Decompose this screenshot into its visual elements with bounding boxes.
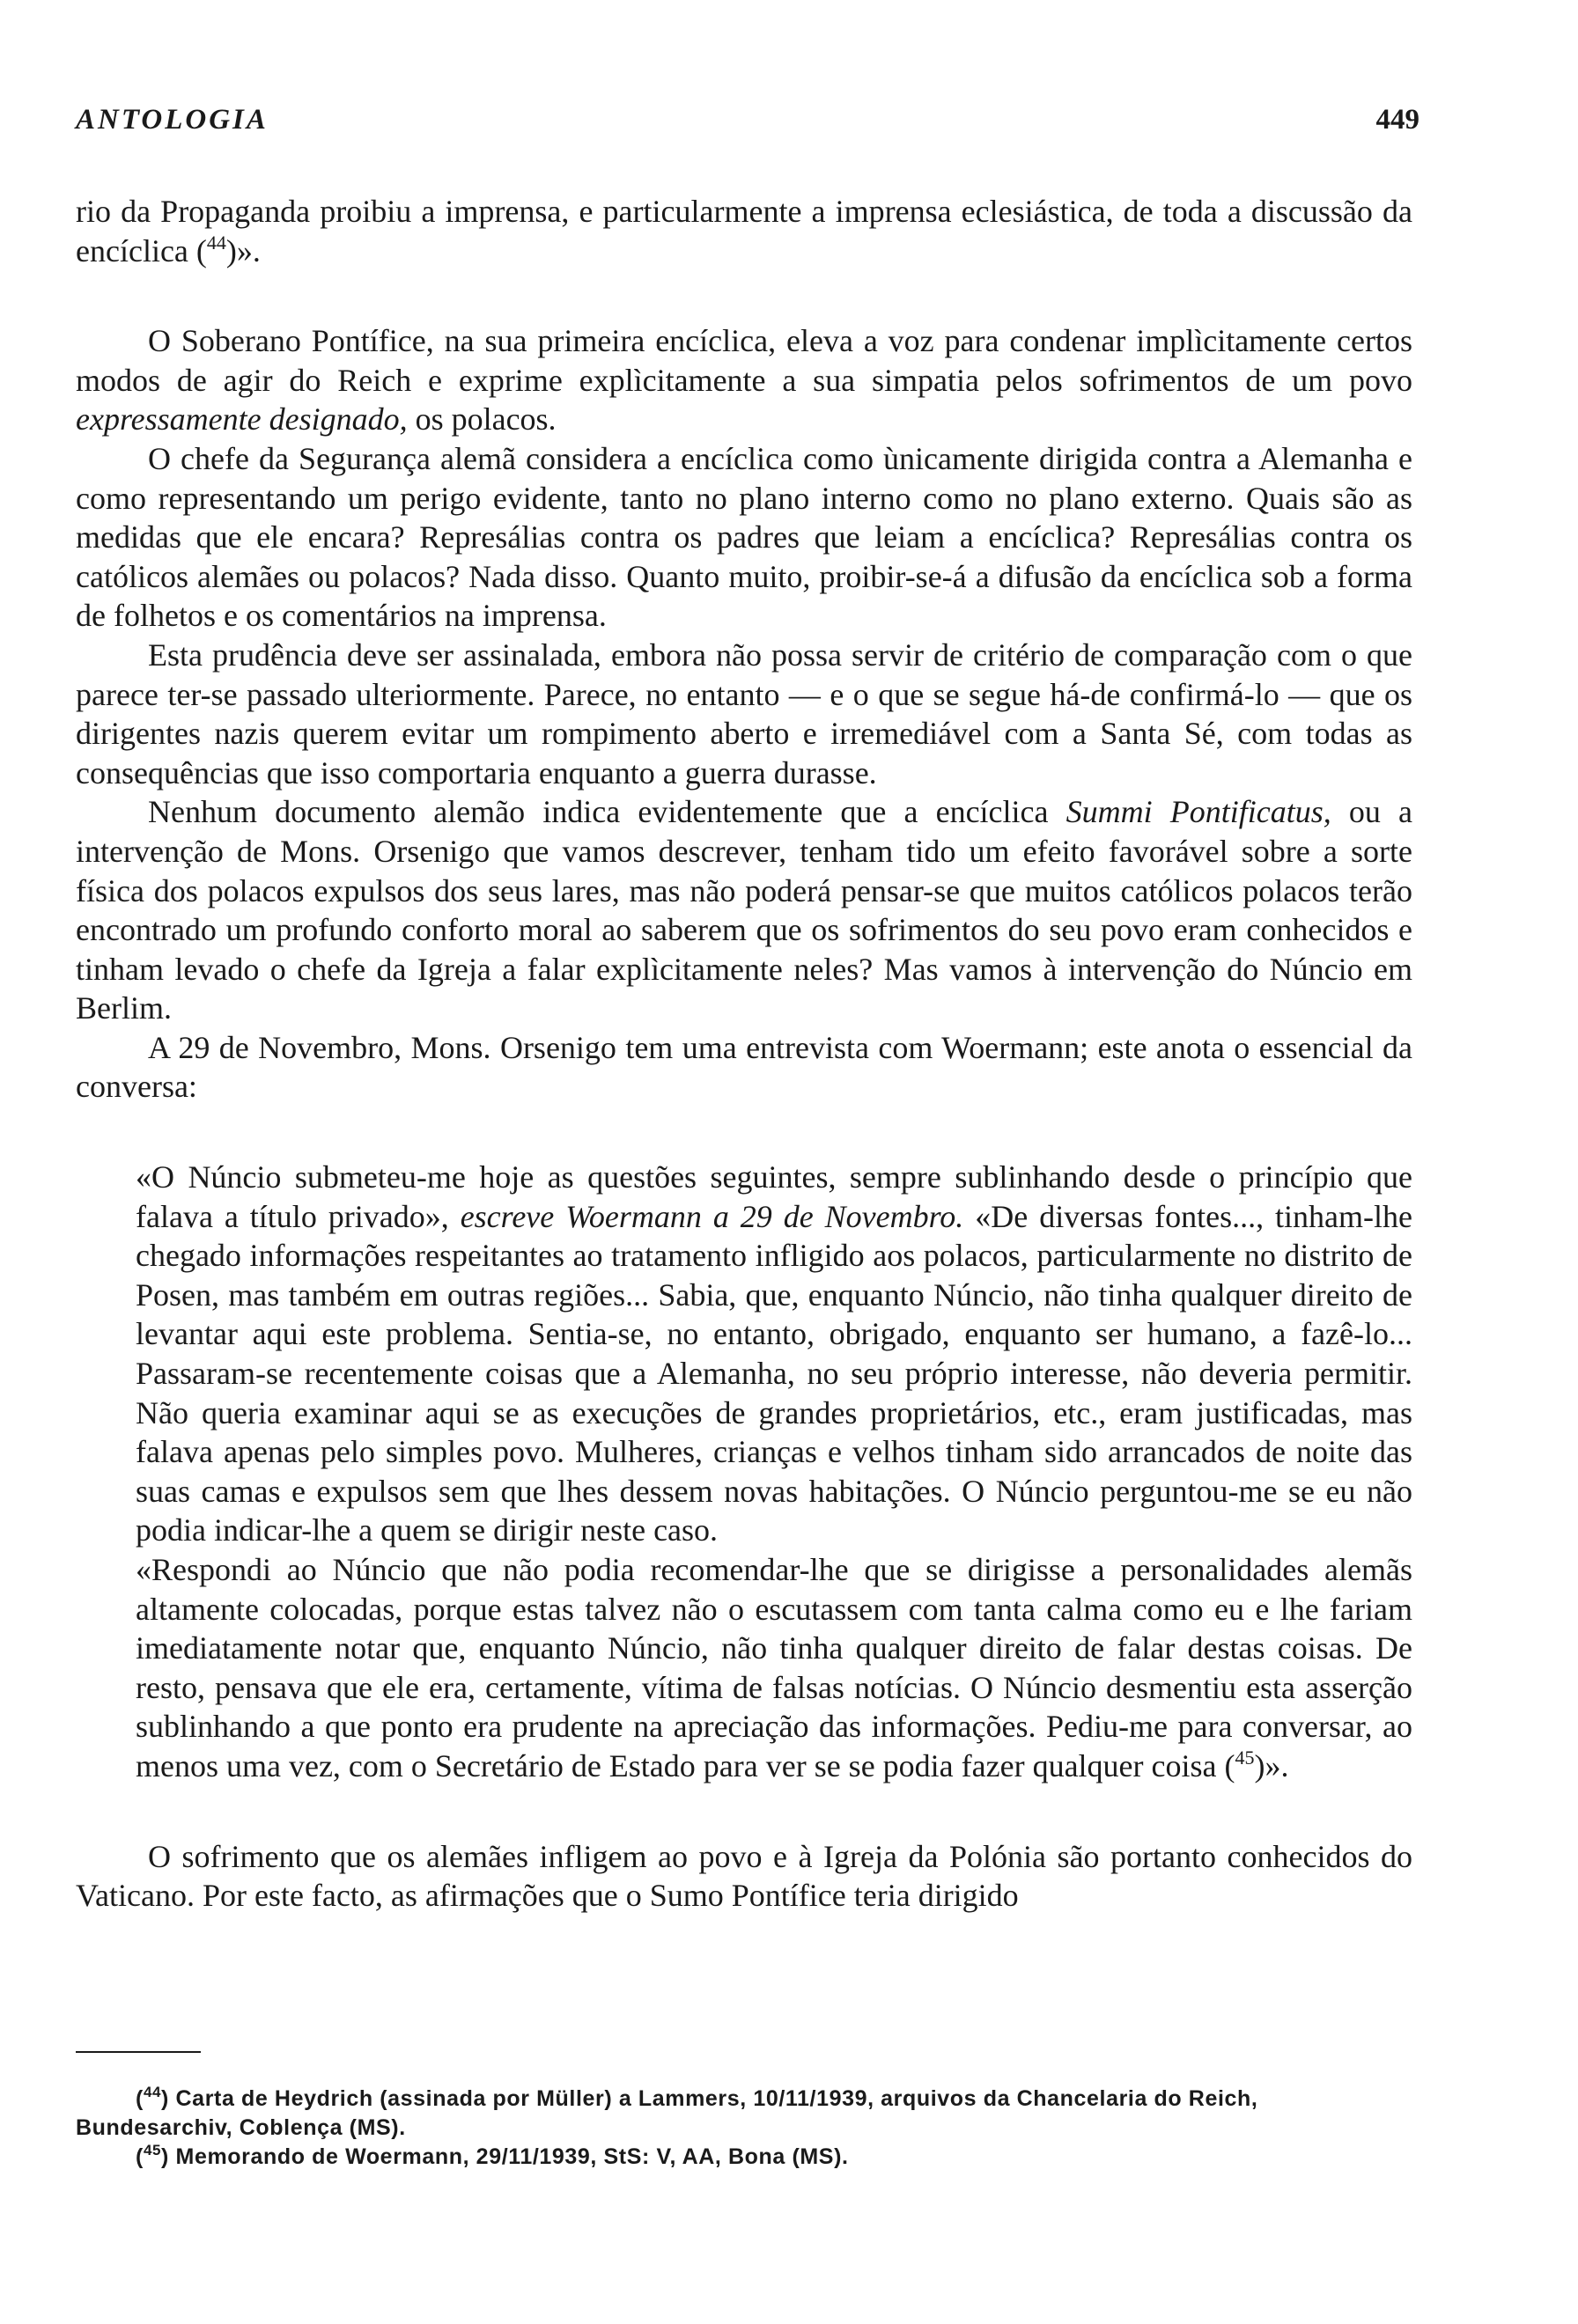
footnote-ref-45: 45	[1235, 1746, 1255, 1769]
paragraph: Nenhum documento alemão indica evidentemente que a encíclica Summi Pontificatus, ou a intervenção de Mons. Orsenigo que vamos descrever, tenham tido um efeito favorável sobre a sorte física dos polacos expulsos dos seus lares, mas não poderá pensar-se que muitos católicos polacos terão encontrado um profundo conforto moral ao saberem que os sofrimentos do seu povo eram conhecidos e tinham levado o chefe da Igreja a falar explìcitamente neles? Mas vamos à intervenção do Núncio em Berlim.	[76, 794, 1412, 1026]
footnote-divider	[76, 2051, 201, 2053]
quote-paragraph: «Respondi ao Núncio que não podia recomendar-lhe que se dirigisse a personalidades alemãs altamente colocadas, porque estas talvez não o escutassem com tanta calma como eu e lhe fariam imediatamente notar que, enquanto Núncio, não tinha qualquer direito de falar destas coisas. De resto, pensava que ele era, certamente, vítima de falsas notícias. O Núncio desmentiu esta asserção sublinhando a que ponto era prudente na apreciação das informações. Pediu-me para conversar, ao menos uma vez, com o Secretário de Estado para ver se se podia fazer qualquer coisa ($^{45}$)».	[136, 1552, 1412, 1783]
page-header	[76, 104, 1419, 136]
footnote: ($^{44}$) Carta de Heydrich (assinada por Müller) a Lammers, 10/11/1939, arquivos da Chancelaria do Reich, Bundesarchiv, Coblença (MS).	[76, 2084, 1258, 2140]
footnote-number: 45	[143, 2142, 162, 2159]
footnote-number: 44	[143, 2084, 162, 2100]
paragraph: O chefe da Segurança alemã considera a encíclica como ùnicamente dirigida contra a Alemanha e como representando um perigo evidente, tanto no plano interno como no plano externo. Quais são as medidas que ele encara? Represálias contra os padres que leiam a encíclica? Represálias contra os católicos alemães ou polacos? Nada disso. Quanto muito, proibir-se-á a difusão da encíclica sob a forma de folhetos e os comentários na imprensa.	[76, 440, 1412, 634]
running-title: ANTOLOGIA	[76, 104, 269, 136]
quote-paragraph: «O Núncio submeteu-me hoje as questões seguintes, sempre sublinhando desde o princípio que falava a título privado», escreve Woermann a 29 de Novembro. «De diversas fontes..., tinham-lhe chegado informações respeitantes ao tratamento infligido aos polacos, particularmente no distrito de Posen, mas também em outras regiões... Sabia, que, enquanto Núncio, não tinha qualquer direito de levantar aqui este problema. Sentia-se, no entanto, obrigado, enquanto ser humano, a fazê-lo... Passaram-se recentemente coisas que a Alemanha, no seu próprio interesse, não deveria permitir. Não queria examinar aqui se as execuções de grandes proprietários, etc., eram justificadas, mas falava apenas pelo simples povo. Mulheres, crianças e velhos tinham sido arrancados de noite das suas camas e expulsos sem que lhes dessem novas habitações. O Núncio perguntou-me se eu não podia indicar-lhe a quem se dirigir neste caso.	[136, 1159, 1412, 1548]
paragraph: O Soberano Pontífice, na sua primeira encíclica, eleva a voz para condenar implìcitamente certos modos de agir do Reich e exprime explìcitamente a sua simpatia pelos sofrimentos de um povo expressamente designado, os polacos.	[76, 323, 1412, 438]
paragraph: O sofrimento que os alemães infligem ao povo e à Igreja da Polónia são portanto conhecidos do Vaticano. Por este facto, as afirmações que o Sumo Pontífice teria dirigido	[76, 1838, 1412, 1914]
body-text	[76, 192, 1412, 1916]
emphasis: escreve Woermann a 29 de Novembro.	[460, 1198, 964, 1234]
paragraph: Esta prudência deve ser assinalada, embora não possa servir de critério de comparação com o que parece ter-se passado ulteriormente. Parece, no entanto — e o que se segue há-de confirmá-lo — que os dirigentes nazis querem evitar um rompimento aberto e irremediável com a Santa Sé, com todas as consequências que isso comportaria enquanto a guerra durasse.	[76, 636, 1412, 791]
paragraph-continued: rio da Propaganda proibiu a imprensa, e particularmente a imprensa eclesiástica, de toda a discussão da encíclica ($^{44}$)».	[76, 194, 1412, 268]
page-number: 449	[1375, 104, 1419, 136]
emphasis: Summi Pontificatus,	[1066, 794, 1331, 830]
footnotes	[76, 2085, 1412, 2172]
footnote: ($^{45}$) Memorando de Woermann, 29/11/1939, StS: V, AA, Bona (MS).	[136, 2142, 849, 2169]
paragraph: A 29 de Novembro, Mons. Orsenigo tem uma entrevista com Woermann; este anota o essencial da conversa:	[76, 1029, 1412, 1105]
footnote-ref-44: 44	[206, 231, 226, 254]
emphasis: expressamente designado,	[76, 401, 408, 438]
block-quote	[76, 1158, 1412, 1786]
